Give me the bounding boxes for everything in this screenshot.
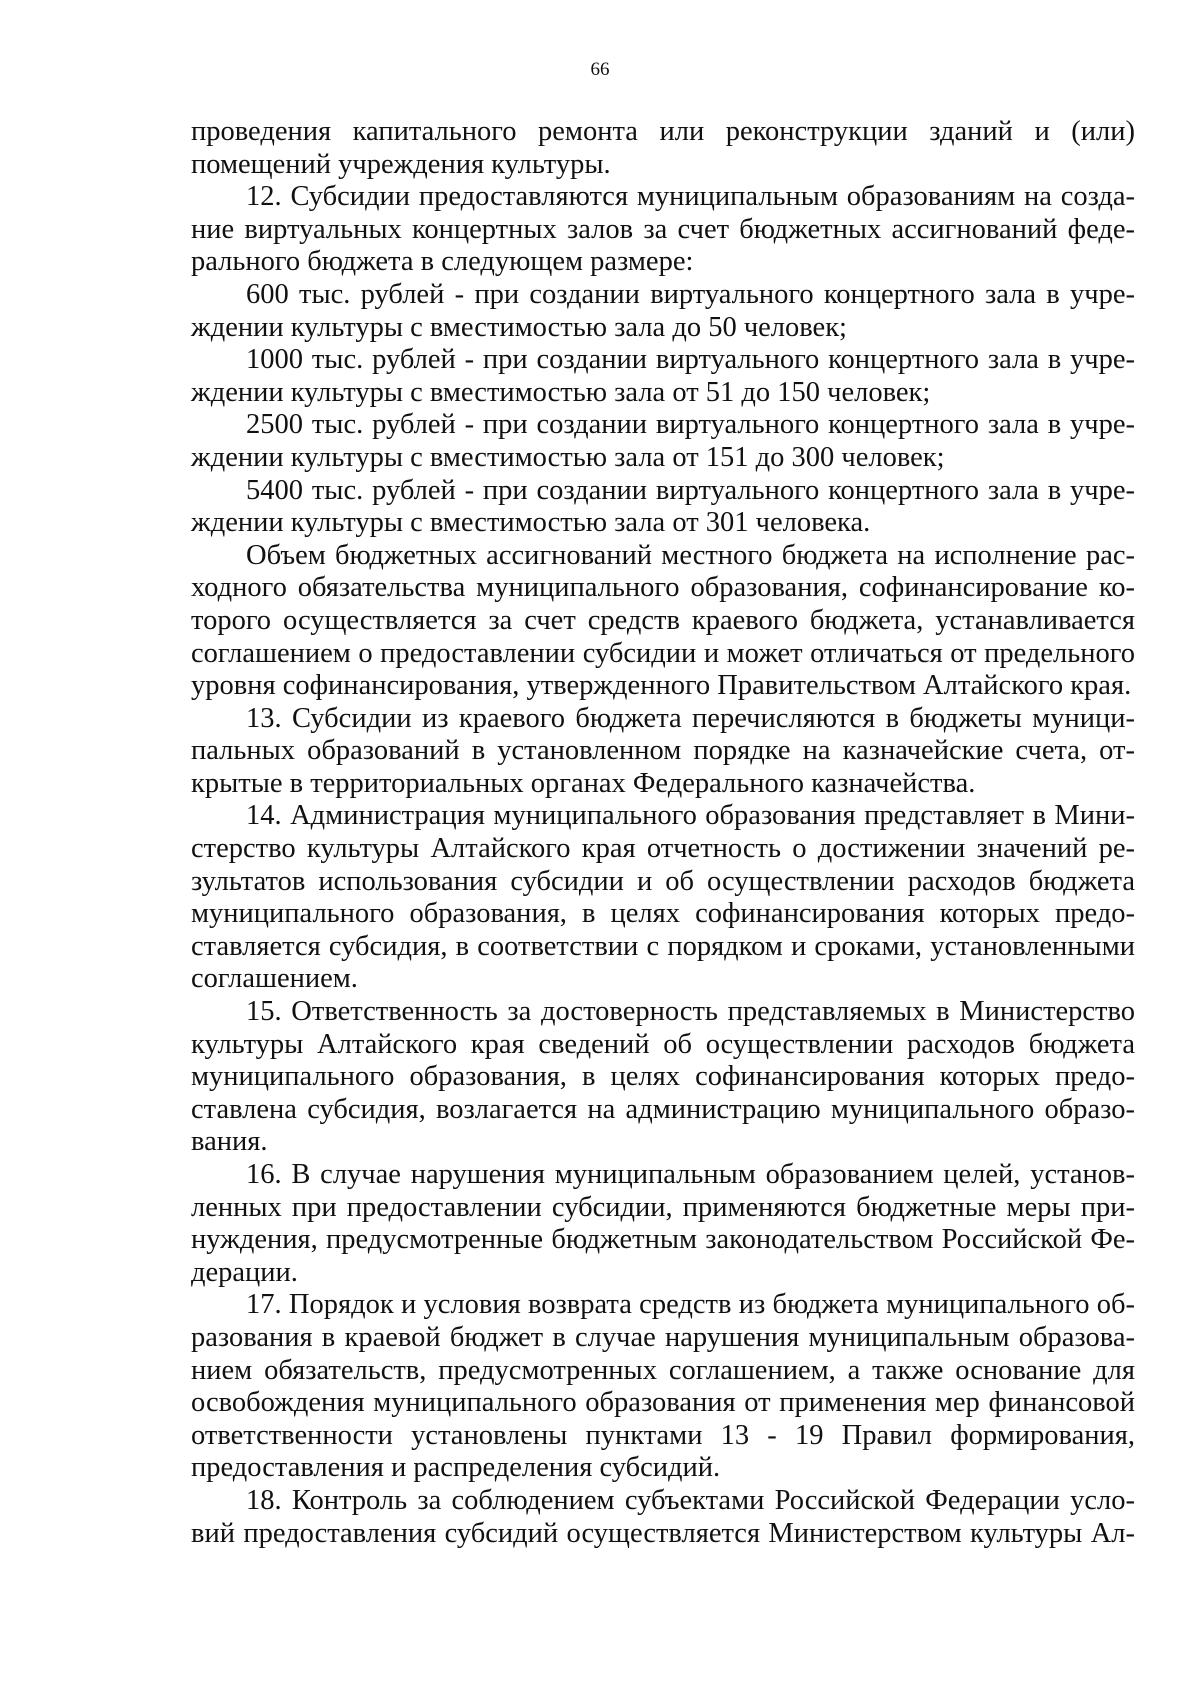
paragraph [191, 409, 1135, 474]
text-line: 16. В случае нарушения муниципальным образованием целей, установ- [246, 1159, 1135, 1190]
text-line: ждении культуры с вместимостью зала от 151 до 300 человек; [191, 441, 945, 473]
text-line: пальных образований в установленном порядке на казначейские счета, от- [191, 735, 1135, 767]
text-line: рального бюджета в следующем размере: [191, 246, 694, 278]
text-line: муниципального образования, в целях софинансирования которых предо- [191, 1061, 1135, 1093]
text-line: соглашением о предоставлении субсидии и может отличаться от предельного [191, 637, 1135, 669]
text-line: 14. Администрация муниципального образования представляет в Мини- [246, 800, 1135, 832]
paragraph [191, 116, 1135, 181]
paragraph [191, 344, 1135, 409]
paragraph [191, 540, 1135, 703]
paragraph [191, 800, 1135, 996]
text-line: культуры Алтайского края сведений об осуществлении расходов бюджета [191, 1028, 1135, 1060]
text-line: ждении культуры с вместимостью зала до 50 человек; [191, 311, 847, 343]
text-line: ставлена субсидия, возлагается на администрацию муниципального образо- [191, 1093, 1135, 1125]
text-line: 2500 тыс. рублей - при создании виртуального концертного зала в учре- [246, 409, 1135, 441]
paragraph [191, 279, 1135, 344]
text-line: ние виртуальных концертных залов за счет бюджетных ассигнований феде- [191, 213, 1135, 245]
text-line: вания. [191, 1126, 268, 1158]
text-line: торого осуществляется за счет средств краевого бюджета, устанавливается [191, 604, 1135, 636]
text-line: 5400 тыс. рублей - при создании виртуального концертного зала в учре- [246, 474, 1135, 506]
text-line: ждении культуры с вместимостью зала от 51 до 150 человек; [191, 376, 931, 408]
text-line: освобождения муниципального образования от применения мер финансовой [191, 1387, 1135, 1419]
text-line: ходного обязательства муниципального образования, софинансирование ко- [191, 572, 1135, 604]
text-line: ответственности установлены пунктами 13 - 19 Правил формирования, [191, 1419, 1135, 1451]
text-line: дерации. [191, 1256, 298, 1288]
paragraph [191, 1289, 1135, 1485]
text-line: стерство культуры Алтайского края отчетность о достижении значений ре- [191, 833, 1135, 865]
text-line: ставляется субсидия, в соответствии с порядком и сроками, установленными [191, 930, 1135, 962]
paragraph [191, 1485, 1135, 1550]
paragraph [191, 996, 1135, 1159]
text-line: предоставления и распределения субсидий. [191, 1452, 721, 1484]
page-number: 66 [590, 59, 610, 80]
text-line: ждении культуры с вместимостью зала от 301 человека. [191, 507, 871, 539]
text-line: уровня софинансирования, утвержденного Правительством Алтайского края. [191, 670, 1132, 702]
text-line: нием обязательств, предусмотренных соглашением, а также основание для [191, 1354, 1135, 1386]
text-line: помещений учреждения культуры. [191, 148, 611, 180]
text-line: 13. Субсидии из краевого бюджета перечисляются в бюджеты муници- [246, 702, 1135, 734]
paragraph [191, 475, 1135, 540]
text-line: 600 тыс. рублей - при создании виртуального концертного зала в учре- [246, 278, 1135, 310]
text-line: соглашением. [191, 963, 358, 995]
text-line: ленных при предоставлении субсидии, применяются бюджетные меры при- [191, 1191, 1135, 1223]
text-line: 17. Порядок и условия возврата средств из бюджета муниципального об- [246, 1289, 1135, 1321]
text-line: нуждения, предусмотренные бюджетным законодательством Российской Фе- [191, 1224, 1135, 1256]
document-body [191, 116, 1135, 1550]
text-line: 1000 тыс. рублей - при создании виртуального концертного зала в учре- [246, 344, 1135, 376]
text-line: вий предоставления субсидий осуществляется Министерством культуры Ал- [191, 1517, 1135, 1549]
paragraph [191, 703, 1135, 801]
text-line: разования в краевой бюджет в случае нарушения муниципальным образова- [191, 1321, 1135, 1353]
text-line: зультатов использования субсидии и об осуществлении расходов бюджета [191, 865, 1135, 897]
text-line: крытые в территориальных органах Федерального казначейства. [191, 767, 976, 799]
paragraph [191, 181, 1135, 279]
text-line: 12. Субсидии предоставляются муниципальным образованиям на созда- [246, 181, 1135, 213]
text-line: Объем бюджетных ассигнований местного бюджета на исполнение рас- [246, 539, 1135, 571]
text-line: 18. Контроль за соблюдением субъектами Российской Федерации усло- [246, 1484, 1135, 1516]
text-line: проведения капитального ремонта или реконструкции зданий и (или) [191, 116, 1135, 147]
paragraph [191, 1159, 1135, 1289]
text-line: 15. Ответственность за достоверность представляемых в Министерство [246, 996, 1135, 1028]
text-line: муниципального образования, в целях софинансирования которых предо- [191, 898, 1135, 930]
